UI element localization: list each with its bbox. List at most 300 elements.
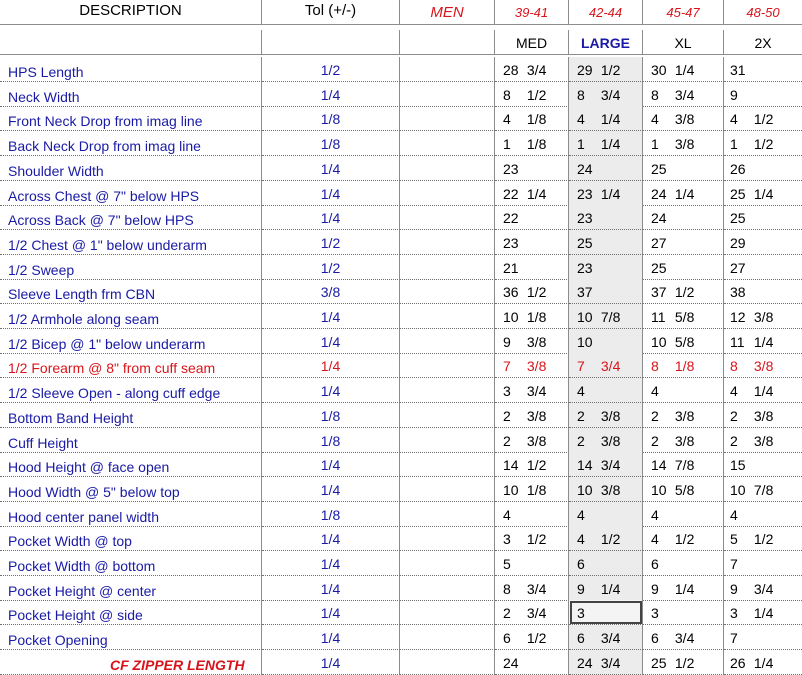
size-value-cell[interactable] xyxy=(643,106,724,131)
size-value-cell[interactable] xyxy=(724,625,802,650)
measurement-value xyxy=(577,581,620,597)
whole-number: 24 xyxy=(577,654,593,671)
tolerance-cell[interactable] xyxy=(262,279,400,304)
empty-cell[interactable] xyxy=(400,205,495,230)
size-cell-xl[interactable] xyxy=(643,30,724,55)
table-row xyxy=(0,106,802,131)
empty-cell[interactable] xyxy=(400,502,495,527)
size-value-cell[interactable] xyxy=(495,551,569,576)
size-value-cell[interactable] xyxy=(495,230,569,255)
measurement-value xyxy=(730,62,754,78)
description-header-cell[interactable] xyxy=(0,0,262,25)
empty-cell[interactable] xyxy=(400,650,495,675)
size-value-cell[interactable] xyxy=(643,477,724,502)
table-row xyxy=(0,650,802,675)
tolerance-cell[interactable] xyxy=(262,82,400,107)
tolerance-cell[interactable] xyxy=(262,625,400,650)
table-row xyxy=(0,329,802,354)
size-value-cell[interactable] xyxy=(495,156,569,181)
empty-cell[interactable] xyxy=(400,82,495,107)
size-value-cell[interactable] xyxy=(724,650,802,675)
tolerance-cell[interactable] xyxy=(262,600,400,625)
fraction: 1/4 xyxy=(600,136,621,153)
description-cell[interactable] xyxy=(0,378,262,403)
description-cell[interactable] xyxy=(0,428,262,453)
size-value-cell[interactable] xyxy=(495,477,569,502)
tolerance-cell[interactable] xyxy=(262,304,400,329)
size-value-cell[interactable] xyxy=(643,353,724,378)
size-value-cell[interactable] xyxy=(643,131,724,156)
whole-number: 38 xyxy=(730,284,746,301)
size-value-cell[interactable] xyxy=(724,353,802,378)
whole-number: 3 xyxy=(651,605,659,622)
empty-cell[interactable] xyxy=(400,625,495,650)
fraction: 3/8 xyxy=(600,432,621,449)
size-value-cell[interactable] xyxy=(569,551,643,576)
size-value-cell[interactable] xyxy=(724,230,802,255)
size-value-cell[interactable] xyxy=(495,279,569,304)
measurement-value xyxy=(651,284,694,300)
description-cell[interactable] xyxy=(0,279,262,304)
whole-number: 1 xyxy=(503,136,511,153)
tolerance-cell[interactable] xyxy=(262,181,400,206)
size-value-cell[interactable] xyxy=(569,131,643,156)
measurement-value xyxy=(503,655,527,671)
empty-cell[interactable] xyxy=(400,131,495,156)
table-row xyxy=(0,82,802,107)
size-value-cell[interactable] xyxy=(569,502,643,527)
measurement-value xyxy=(503,605,546,621)
measurement-value xyxy=(730,581,773,597)
tolerance-cell[interactable] xyxy=(262,131,400,156)
measurement-value xyxy=(651,531,694,547)
measurement-value xyxy=(503,62,546,78)
size-value-cell[interactable] xyxy=(724,452,802,477)
size-value-cell[interactable] xyxy=(495,304,569,329)
description-cell[interactable] xyxy=(0,304,262,329)
size-value-cell[interactable] xyxy=(569,279,643,304)
size-value-cell[interactable] xyxy=(643,230,724,255)
size-value-cell[interactable] xyxy=(643,650,724,675)
size-value-cell[interactable] xyxy=(495,255,569,280)
measurement-value xyxy=(651,507,675,523)
size-value-cell[interactable] xyxy=(495,106,569,131)
size-value-cell[interactable] xyxy=(495,329,569,354)
size-value-cell[interactable] xyxy=(724,304,802,329)
whole-number: 24 xyxy=(651,210,667,227)
empty-cell[interactable] xyxy=(400,279,495,304)
whole-number: 27 xyxy=(730,259,746,276)
empty-cell[interactable] xyxy=(400,156,495,181)
table-row xyxy=(0,526,802,551)
fraction: 1/4 xyxy=(674,185,695,202)
tolerance-cell[interactable] xyxy=(262,329,400,354)
size-value-cell[interactable] xyxy=(643,279,724,304)
fraction: 3/8 xyxy=(674,432,695,449)
empty-header-cell[interactable] xyxy=(400,30,495,55)
description-text: Across Chest @ 7" below HPS xyxy=(8,187,200,204)
size-value-cell[interactable] xyxy=(569,57,643,82)
whole-number: 25 xyxy=(651,160,667,177)
fraction: 1/2 xyxy=(526,630,547,647)
size-value-cell[interactable] xyxy=(569,230,643,255)
measurement-value xyxy=(577,87,620,103)
tolerance-cell[interactable] xyxy=(262,428,400,453)
description-cell[interactable] xyxy=(0,82,262,107)
size-value-cell[interactable] xyxy=(569,255,643,280)
size-value-cell[interactable] xyxy=(643,82,724,107)
fraction: 7/8 xyxy=(674,457,695,474)
measurement-value xyxy=(651,161,675,177)
size-value-cell[interactable] xyxy=(643,156,724,181)
description-cell[interactable] xyxy=(0,181,262,206)
header-row-2 xyxy=(0,30,802,55)
size-value-cell[interactable] xyxy=(569,106,643,131)
whole-number: 7 xyxy=(730,556,738,572)
whole-number: 24 xyxy=(577,160,593,177)
size-value-cell[interactable] xyxy=(569,650,643,675)
size-value-cell[interactable] xyxy=(724,600,802,625)
whole-number: 3 xyxy=(503,531,511,548)
fraction: 3/8 xyxy=(753,407,774,424)
size-value-cell[interactable] xyxy=(724,181,802,206)
description-cell[interactable] xyxy=(0,452,262,477)
empty-cell[interactable] xyxy=(400,304,495,329)
size-label: MED xyxy=(515,35,548,51)
size-value-cell[interactable] xyxy=(569,526,643,551)
size-value-cell[interactable] xyxy=(643,625,724,650)
measurement-value xyxy=(730,408,773,424)
size-value-cell[interactable] xyxy=(495,502,569,527)
size-value-cell[interactable] xyxy=(569,156,643,181)
empty-cell[interactable] xyxy=(400,428,495,453)
size-value-cell[interactable] xyxy=(569,353,643,378)
size-value-cell[interactable] xyxy=(643,403,724,428)
empty-cell[interactable] xyxy=(400,230,495,255)
tolerance-header: Tol (+/-) xyxy=(304,2,357,19)
table-row xyxy=(0,304,802,329)
size-value-cell[interactable] xyxy=(643,378,724,403)
size-value-cell[interactable] xyxy=(724,329,802,354)
fraction: 1/2 xyxy=(674,531,695,548)
description-cell[interactable] xyxy=(0,131,262,156)
tolerance-cell[interactable] xyxy=(262,452,400,477)
fraction: 1/4 xyxy=(600,111,621,128)
whole-number: 2 xyxy=(503,407,511,424)
size-value-cell[interactable] xyxy=(724,205,802,230)
measurement-value xyxy=(577,136,620,152)
description-cell[interactable] xyxy=(0,255,262,280)
table-row xyxy=(0,600,802,625)
size-value-cell[interactable] xyxy=(569,181,643,206)
size-value-cell[interactable] xyxy=(724,378,802,403)
size-value-cell[interactable] xyxy=(643,452,724,477)
empty-header-cell[interactable] xyxy=(262,30,400,55)
whole-number: 1 xyxy=(577,136,585,153)
range-label: 48-50 xyxy=(746,5,780,20)
gender-header: MEN xyxy=(430,4,464,21)
tolerance-value: 1/4 xyxy=(320,383,341,400)
size-value-cell[interactable] xyxy=(724,255,802,280)
whole-number: 14 xyxy=(651,457,667,474)
description-cell[interactable] xyxy=(0,600,262,625)
size-value-cell[interactable] xyxy=(495,131,569,156)
size-value-cell[interactable] xyxy=(569,428,643,453)
description-cell[interactable] xyxy=(0,502,262,527)
empty-cell[interactable] xyxy=(400,576,495,601)
table-row xyxy=(0,576,802,601)
description-text: Sleeve Length frm CBN xyxy=(8,286,156,303)
size-value-cell[interactable] xyxy=(495,650,569,675)
tolerance-cell[interactable] xyxy=(262,255,400,280)
fraction: 3/8 xyxy=(753,309,774,325)
size-value-cell[interactable] xyxy=(643,304,724,329)
empty-cell[interactable] xyxy=(400,452,495,477)
whole-number: 4 xyxy=(651,383,659,400)
size-value-cell[interactable] xyxy=(724,477,802,502)
size-value-cell[interactable] xyxy=(569,477,643,502)
measurement-value xyxy=(577,433,620,449)
range-cell-3[interactable] xyxy=(643,0,724,25)
measurement-value xyxy=(730,136,773,152)
empty-cell[interactable] xyxy=(400,255,495,280)
tolerance-cell[interactable] xyxy=(262,205,400,230)
fraction: 1/2 xyxy=(600,62,621,78)
measurement-value xyxy=(503,260,527,276)
empty-cell[interactable] xyxy=(400,551,495,576)
size-value-cell[interactable] xyxy=(724,403,802,428)
whole-number: 9 xyxy=(577,580,585,597)
measurement-value xyxy=(651,457,694,473)
tolerance-value: 1/4 xyxy=(320,457,341,474)
measurement-value xyxy=(730,334,773,350)
empty-cell[interactable] xyxy=(400,57,495,82)
size-cell-med[interactable] xyxy=(495,30,569,55)
tolerance-header-cell[interactable] xyxy=(262,0,400,25)
description-cell[interactable] xyxy=(0,230,262,255)
tolerance-cell[interactable] xyxy=(262,106,400,131)
description-cell[interactable] xyxy=(0,477,262,502)
measurement-value xyxy=(730,210,754,226)
size-value-cell[interactable] xyxy=(643,205,724,230)
whole-number: 25 xyxy=(730,210,746,227)
table-row xyxy=(0,353,802,378)
tolerance-cell[interactable] xyxy=(262,57,400,82)
size-value-cell[interactable] xyxy=(495,82,569,107)
measurement-value xyxy=(503,235,527,251)
whole-number: 23 xyxy=(577,185,593,202)
size-value-cell[interactable] xyxy=(495,353,569,378)
description-text: 1/2 Bicep @ 1" below underarm xyxy=(8,335,206,352)
size-value-cell[interactable] xyxy=(495,452,569,477)
size-value-cell[interactable] xyxy=(495,57,569,82)
description-cell[interactable] xyxy=(0,353,262,378)
description-cell[interactable] xyxy=(0,650,262,675)
whole-number: 1 xyxy=(651,136,659,153)
size-value-cell[interactable] xyxy=(724,551,802,576)
empty-cell[interactable] xyxy=(400,329,495,354)
whole-number: 2 xyxy=(651,407,659,424)
size-value-cell[interactable] xyxy=(495,181,569,206)
size-value-cell[interactable] xyxy=(569,576,643,601)
size-value-cell[interactable] xyxy=(643,576,724,601)
empty-cell[interactable] xyxy=(400,106,495,131)
tolerance-cell[interactable] xyxy=(262,230,400,255)
size-value-cell[interactable] xyxy=(643,329,724,354)
size-value-cell[interactable] xyxy=(724,576,802,601)
description-cell[interactable] xyxy=(0,57,262,82)
size-value-cell[interactable] xyxy=(724,279,802,304)
description-text: Back Neck Drop from imag line xyxy=(8,138,201,155)
whole-number: 4 xyxy=(651,506,659,523)
whole-number: 1 xyxy=(730,136,738,153)
size-value-cell[interactable] xyxy=(495,428,569,453)
size-value-cell[interactable] xyxy=(643,551,724,576)
whole-number: 4 xyxy=(730,383,738,400)
size-value-cell[interactable] xyxy=(643,428,724,453)
empty-cell[interactable] xyxy=(400,353,495,378)
size-value-cell[interactable] xyxy=(643,181,724,206)
tolerance-value: 1/4 xyxy=(320,580,341,597)
tolerance-value: 1/8 xyxy=(320,136,341,153)
size-value-cell[interactable] xyxy=(569,82,643,107)
whole-number: 22 xyxy=(503,185,519,202)
tolerance-value: 1/4 xyxy=(320,358,341,375)
range-cell-4[interactable] xyxy=(724,0,802,25)
tolerance-cell[interactable] xyxy=(262,403,400,428)
size-value-cell[interactable] xyxy=(569,205,643,230)
measurement-value xyxy=(577,482,620,498)
gender-header-cell[interactable] xyxy=(400,0,495,25)
tolerance-cell[interactable] xyxy=(262,477,400,502)
size-cell-large[interactable] xyxy=(569,30,643,55)
fraction: 3/4 xyxy=(526,605,547,622)
measurement-value xyxy=(651,186,694,202)
fraction: 3/8 xyxy=(526,333,547,350)
size-value-cell[interactable] xyxy=(495,526,569,551)
whole-number: 8 xyxy=(730,358,738,375)
description-cell[interactable] xyxy=(0,551,262,576)
size-value-cell[interactable] xyxy=(495,625,569,650)
size-value-cell[interactable] xyxy=(569,452,643,477)
range-cell-1[interactable] xyxy=(495,0,569,25)
size-value-cell[interactable] xyxy=(724,428,802,453)
empty-cell[interactable] xyxy=(400,477,495,502)
measurement-value xyxy=(651,235,675,251)
size-value-cell[interactable] xyxy=(724,526,802,551)
size-value-cell[interactable] xyxy=(569,378,643,403)
description-cell[interactable] xyxy=(0,205,262,230)
size-value-cell[interactable] xyxy=(724,106,802,131)
measurement-value xyxy=(503,383,546,399)
description-cell[interactable] xyxy=(0,625,262,650)
size-value-cell[interactable] xyxy=(643,57,724,82)
description-cell[interactable] xyxy=(0,576,262,601)
whole-number: 25 xyxy=(651,259,667,276)
tolerance-cell[interactable] xyxy=(262,502,400,527)
tolerance-cell[interactable] xyxy=(262,526,400,551)
size-value-cell[interactable] xyxy=(643,526,724,551)
tolerance-cell[interactable] xyxy=(262,353,400,378)
tolerance-cell[interactable] xyxy=(262,156,400,181)
size-cell-2x[interactable] xyxy=(724,30,802,55)
measurement-value xyxy=(577,210,601,226)
size-value-cell[interactable] xyxy=(569,625,643,650)
size-value-cell[interactable] xyxy=(495,576,569,601)
description-cell[interactable] xyxy=(0,403,262,428)
whole-number: 2 xyxy=(503,432,511,449)
size-value-cell[interactable] xyxy=(569,600,643,625)
whole-number: 25 xyxy=(577,234,593,251)
whole-number: 4 xyxy=(577,531,585,548)
measurement-value xyxy=(577,358,620,374)
size-value-cell[interactable] xyxy=(724,82,802,107)
size-value-cell[interactable] xyxy=(495,403,569,428)
tolerance-cell[interactable] xyxy=(262,576,400,601)
whole-number: 10 xyxy=(577,333,593,350)
whole-number: 36 xyxy=(503,284,519,301)
description-cell[interactable] xyxy=(0,156,262,181)
size-value-cell[interactable] xyxy=(569,329,643,354)
whole-number: 4 xyxy=(503,506,511,523)
size-value-cell[interactable] xyxy=(569,403,643,428)
measurement-value xyxy=(730,433,773,449)
empty-cell[interactable] xyxy=(400,526,495,551)
description-text: 1/2 Armhole along seam xyxy=(8,311,159,327)
size-value-cell[interactable] xyxy=(643,600,724,625)
range-label: 42-44 xyxy=(588,5,623,20)
measurement-value xyxy=(651,383,675,399)
measurement-value xyxy=(730,556,754,572)
empty-cell[interactable] xyxy=(400,181,495,206)
description-cell[interactable] xyxy=(0,526,262,551)
tolerance-cell[interactable] xyxy=(262,551,400,576)
description-cell[interactable] xyxy=(0,329,262,354)
description-text: Pocket Height @ center xyxy=(8,582,157,599)
description-cell[interactable] xyxy=(0,106,262,131)
whole-number: 25 xyxy=(651,654,667,671)
size-value-cell[interactable] xyxy=(643,255,724,280)
fraction: 3/4 xyxy=(600,86,621,103)
size-value-cell[interactable] xyxy=(495,378,569,403)
size-value-cell[interactable] xyxy=(724,57,802,82)
fraction: 5/8 xyxy=(674,309,695,325)
fraction: 1/4 xyxy=(753,605,774,622)
whole-number: 26 xyxy=(730,654,746,671)
tolerance-value: 3/8 xyxy=(320,284,341,301)
size-value-cell[interactable] xyxy=(495,600,569,625)
whole-number: 8 xyxy=(651,86,659,103)
fraction: 1/8 xyxy=(526,111,547,128)
table-row xyxy=(0,452,802,477)
size-value-cell[interactable] xyxy=(569,304,643,329)
size-value-cell[interactable] xyxy=(643,502,724,527)
fraction: 1/2 xyxy=(674,284,695,301)
size-value-cell[interactable] xyxy=(724,502,802,527)
empty-cell[interactable] xyxy=(400,403,495,428)
empty-cell[interactable] xyxy=(400,600,495,625)
size-value-cell[interactable] xyxy=(724,131,802,156)
size-value-cell[interactable] xyxy=(724,156,802,181)
measurement-value xyxy=(730,482,773,498)
tolerance-cell[interactable] xyxy=(262,650,400,675)
range-cell-2[interactable] xyxy=(569,0,643,25)
empty-cell[interactable] xyxy=(400,378,495,403)
measurement-value xyxy=(577,556,601,572)
empty-header-cell[interactable] xyxy=(0,30,262,55)
tolerance-cell[interactable] xyxy=(262,378,400,403)
size-value-cell[interactable] xyxy=(495,205,569,230)
